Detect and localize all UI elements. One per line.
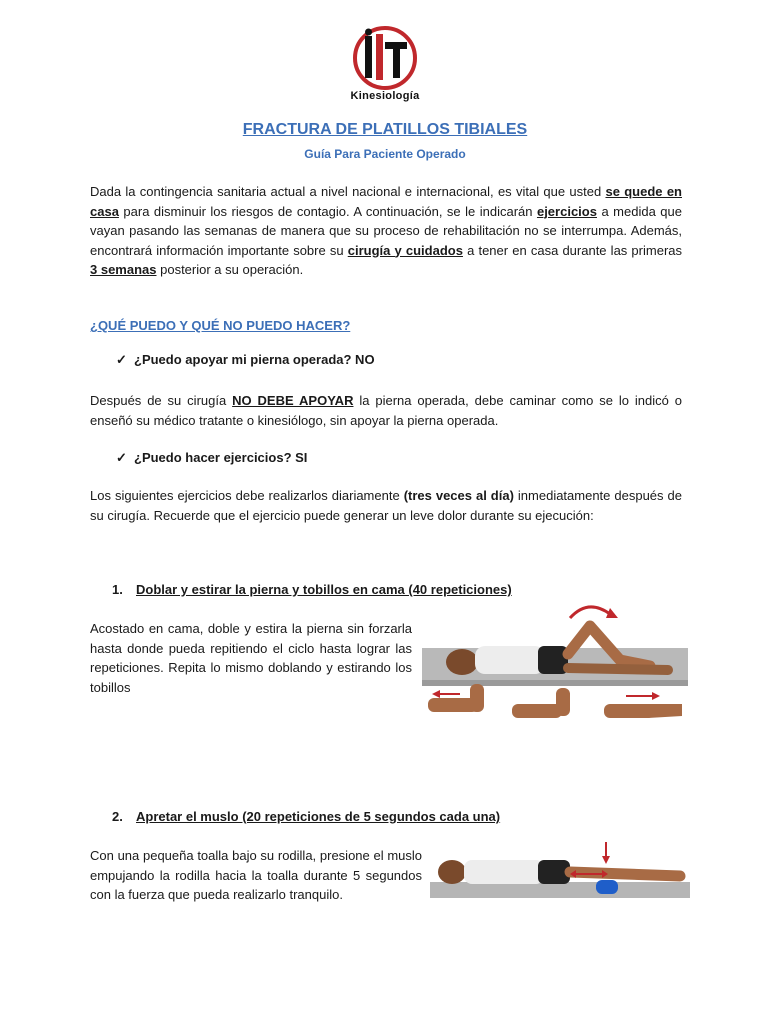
check-mark-icon: ✓ (116, 450, 127, 465)
ankle-pictogram-2 (512, 688, 570, 718)
question-exercises: ✓ ¿Puedo hacer ejercicios? SI (116, 450, 308, 465)
head-figure (446, 649, 478, 675)
logo-text: Kinesiología (350, 90, 420, 102)
towel-icon (596, 880, 618, 894)
exercise-2-text: Con una pequeña toalla bajo su rodilla, presione el muslo empujando la rodilla hacia la toalla durante 5 segundos con la fuerza que pueda realizarlo tranquilo. (90, 848, 422, 902)
section-heading: ¿QUÉ PUEDO Y QUÉ NO PUEDO HACER? (90, 318, 351, 333)
exercise-1-text: Acostado en cama, doble y estira la pierna sin forzarla hasta donde pueda repitiendo el ciclo hasta lograr las repeticiones. Repita lo mismo doblando y estirando los tobillos (90, 621, 412, 695)
question-support-leg: ✓ ¿Puedo apoyar mi pierna operada? NO (116, 352, 375, 367)
exercise-1-heading: 1. Doblar y estirar la pierna y tobillos en cama (40 repeticiones) (112, 582, 512, 597)
intro-paragraph: Dada la contingencia sanitaria actual a nivel nacional e internacional, es vital que usted se quede en casa para disminuir los riesgos de contagio. A continuación, se le indicarán ejercicios a medida que vayan pasando las semanas de manera que su proceso de rehabilitación no se interrumpa. Además, encontrará información importante sobre su cirugía y cuidados a tener en casa durante las primeras 3 semanas posterior a su operación. (90, 184, 683, 277)
document-subtitle: Guía Para Paciente Operado (304, 147, 466, 161)
check-mark-icon: ✓ (116, 352, 127, 367)
ankle-pictogram-3 (604, 692, 682, 718)
curved-arrow-icon (570, 607, 610, 618)
exercise-2-heading: 2. Apretar el muslo (20 repeticiones de 5 segundos cada una) (112, 809, 501, 824)
ankle-pictogram-1 (428, 684, 484, 712)
document-title: FRACTURA DE PLATILLOS TIBIALES (242, 121, 528, 138)
exercise-2-illustration (430, 840, 690, 910)
exercise-1-illustration (420, 600, 688, 740)
answer-support-leg: Después de su cirugía NO DEBE APOYAR la pierna operada, debe caminar como se lo indicó o enseñó su médico tratante o kinesiólogo, sin apoyar la pierna operada. (90, 393, 682, 428)
answer-exercises: Los siguientes ejercicios debe realizarlos diariamente (tres veces al día) inmediatamente después de su cirugía. Recuerde que el ejercicio puede generar un leve dolor durante su ejecución: (90, 488, 682, 523)
